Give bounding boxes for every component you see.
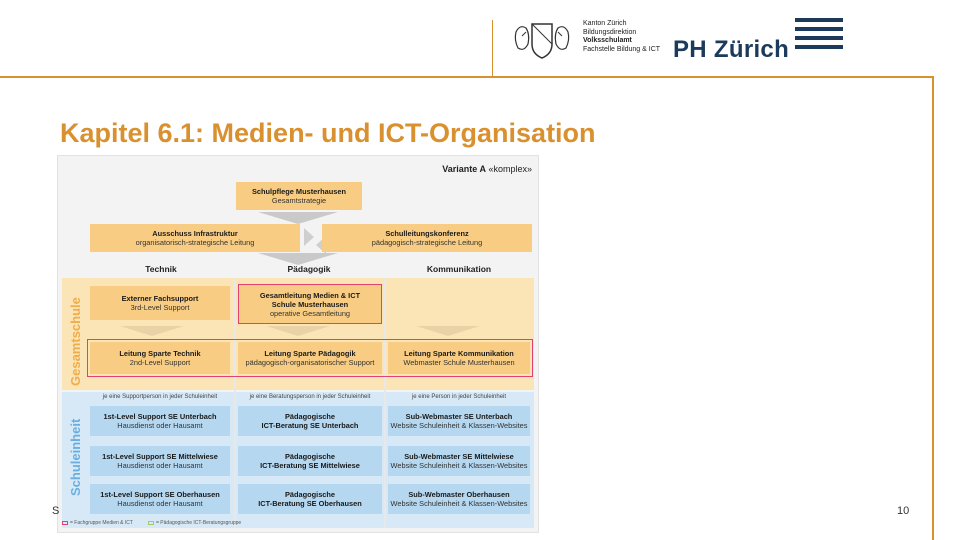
externer-fachsupport-box [90, 286, 230, 320]
right-border-line [932, 76, 934, 540]
box-subtitle: Website Schuleinheit & Klassen-Websites [390, 461, 528, 470]
legend-text: = Fachgruppe Medien & ICT [70, 520, 133, 526]
kommunikation-se-box [388, 406, 530, 436]
schulpflege-box [236, 182, 362, 210]
slide-title: Kapitel 6.1: Medien- und ICT-Organisation [60, 118, 596, 148]
box-title: Pädagogische [284, 412, 336, 421]
box-title: Sub-Webmaster Oberhausen [408, 490, 510, 499]
arrow-right-icon [304, 228, 314, 246]
fachgruppe-outline [238, 284, 382, 324]
box-title: Schulleitungskonferenz [385, 229, 469, 238]
note-technik: je eine Supportperson in jeder Schuleinheit [102, 394, 218, 400]
box-title: 1st-Level Support SE Oberhausen [100, 490, 220, 499]
box-subtitle: 2nd-Level Support [129, 358, 191, 367]
column-separator [384, 278, 386, 528]
box-title: Leitung Sparte Kommunikation [404, 349, 514, 358]
legend-swatch-green [148, 521, 154, 525]
page-number: 10 [897, 505, 910, 517]
arrow-down-icon [258, 212, 338, 224]
arrow-down-icon [416, 326, 480, 336]
technik-se-box [90, 446, 230, 476]
box-title: Ausschuss Infrastruktur [152, 229, 238, 238]
ph-zuerich-bars-icon [795, 18, 843, 58]
arrow-down-icon [266, 326, 330, 336]
schulleitungskonferenz-box [322, 224, 532, 252]
org-diagram [57, 155, 539, 533]
box-title: Schule Musterhausen [271, 299, 349, 309]
paedagogik-se-box [238, 484, 382, 514]
box-subtitle: operative Gesamtleitung [269, 308, 351, 318]
box-subtitle: organisatorisch-strategische Leitung [135, 238, 255, 247]
kanton-line: Kanton Zürich [583, 20, 627, 27]
side-label-schuleinheit: Schuleinheit [68, 418, 83, 496]
box-subtitle: pädagogisch-strategische Leitung [371, 238, 483, 247]
kanton-zuerich-crest-icon [510, 18, 574, 62]
legend-fachgruppe [62, 520, 133, 526]
technik-se-box [90, 406, 230, 436]
technik-se-box [90, 484, 230, 514]
note-paedagogik: je eine Beratungsperson in jeder Schuleinheit [249, 394, 371, 400]
kanton-line: Volksschulamt [583, 37, 632, 44]
variante-label [442, 164, 532, 174]
arrow-down-icon [120, 326, 184, 336]
legend-beratungsgruppe [148, 520, 241, 526]
column-header-paedagogik: Pädagogik [287, 264, 331, 274]
box-title: 1st-Level Support SE Mittelwiese [102, 452, 218, 461]
box-subtitle: Website Schuleinheit & Klassen-Websites [390, 421, 528, 430]
box-subtitle: Hausdienst oder Hausamt [117, 461, 203, 470]
box-title: Sub-Webmaster SE Unterbach [405, 412, 513, 421]
header-divider-line [0, 76, 934, 78]
box-title: 1st-Level Support SE Unterbach [103, 412, 217, 421]
box-title: Leitung Sparte Technik [119, 349, 201, 358]
column-separator [234, 278, 236, 528]
note-kommunikation: je eine Person in jeder Schuleinheit [411, 394, 507, 400]
paedagogik-se-box [238, 446, 382, 476]
box-title: Pädagogische [284, 490, 336, 499]
ausschuss-box [90, 224, 300, 252]
side-label-gesamtschule: Gesamtschule [68, 297, 83, 386]
box-title: ICT-Beratung SE Unterbach [261, 421, 359, 430]
box-title: Sub-Webmaster SE Mittelwiese [404, 452, 514, 461]
kanton-line: Fachstelle Bildung & ICT [583, 45, 661, 53]
kanton-zuerich-text [583, 20, 660, 54]
legend-text: = Pädagogische ICT-Beratungsgruppe [156, 520, 242, 526]
box-subtitle: Webmaster Schule Musterhausen [403, 358, 515, 367]
box-title: ICT-Beratung SE Mittelwiese [260, 461, 360, 470]
logo-divider-line [492, 20, 493, 76]
fachgruppe-outline [87, 339, 533, 377]
box-subtitle: Hausdienst oder Hausamt [117, 421, 203, 430]
box-title: Externer Fachsupport [121, 294, 199, 303]
box-title: Pädagogische [284, 452, 336, 461]
paedagogik-se-box [238, 406, 382, 436]
column-header-technik: Technik [145, 264, 177, 274]
box-title: Gesamtleitung Medien & ICT [259, 290, 361, 300]
box-subtitle: Gesamtstrategie [271, 196, 327, 205]
kommunikation-se-box [388, 446, 530, 476]
legend-swatch-red [62, 521, 68, 525]
ph-zuerich-logo-text: PH Zürich [673, 36, 790, 63]
kommunikation-se-box [388, 484, 530, 514]
footer-text: S [52, 505, 60, 517]
column-header-kommunikation: Kommunikation [426, 264, 492, 274]
box-subtitle: pädagogisch-organisatorischer Support [245, 358, 375, 367]
variante-suffix: «komplex» [488, 164, 532, 174]
variante-name: Variante A [442, 164, 486, 174]
box-title: ICT-Beratung SE Oberhausen [258, 499, 362, 508]
box-subtitle: Website Schuleinheit & Klassen-Websites [390, 499, 528, 508]
box-title: Leitung Sparte Pädagogik [264, 349, 356, 358]
kanton-line: Bildungsdirektion [583, 28, 637, 36]
box-title: Schulpflege Musterhausen [251, 187, 347, 196]
box-subtitle: 3rd-Level Support [130, 303, 190, 312]
box-subtitle: Hausdienst oder Hausamt [117, 499, 203, 508]
